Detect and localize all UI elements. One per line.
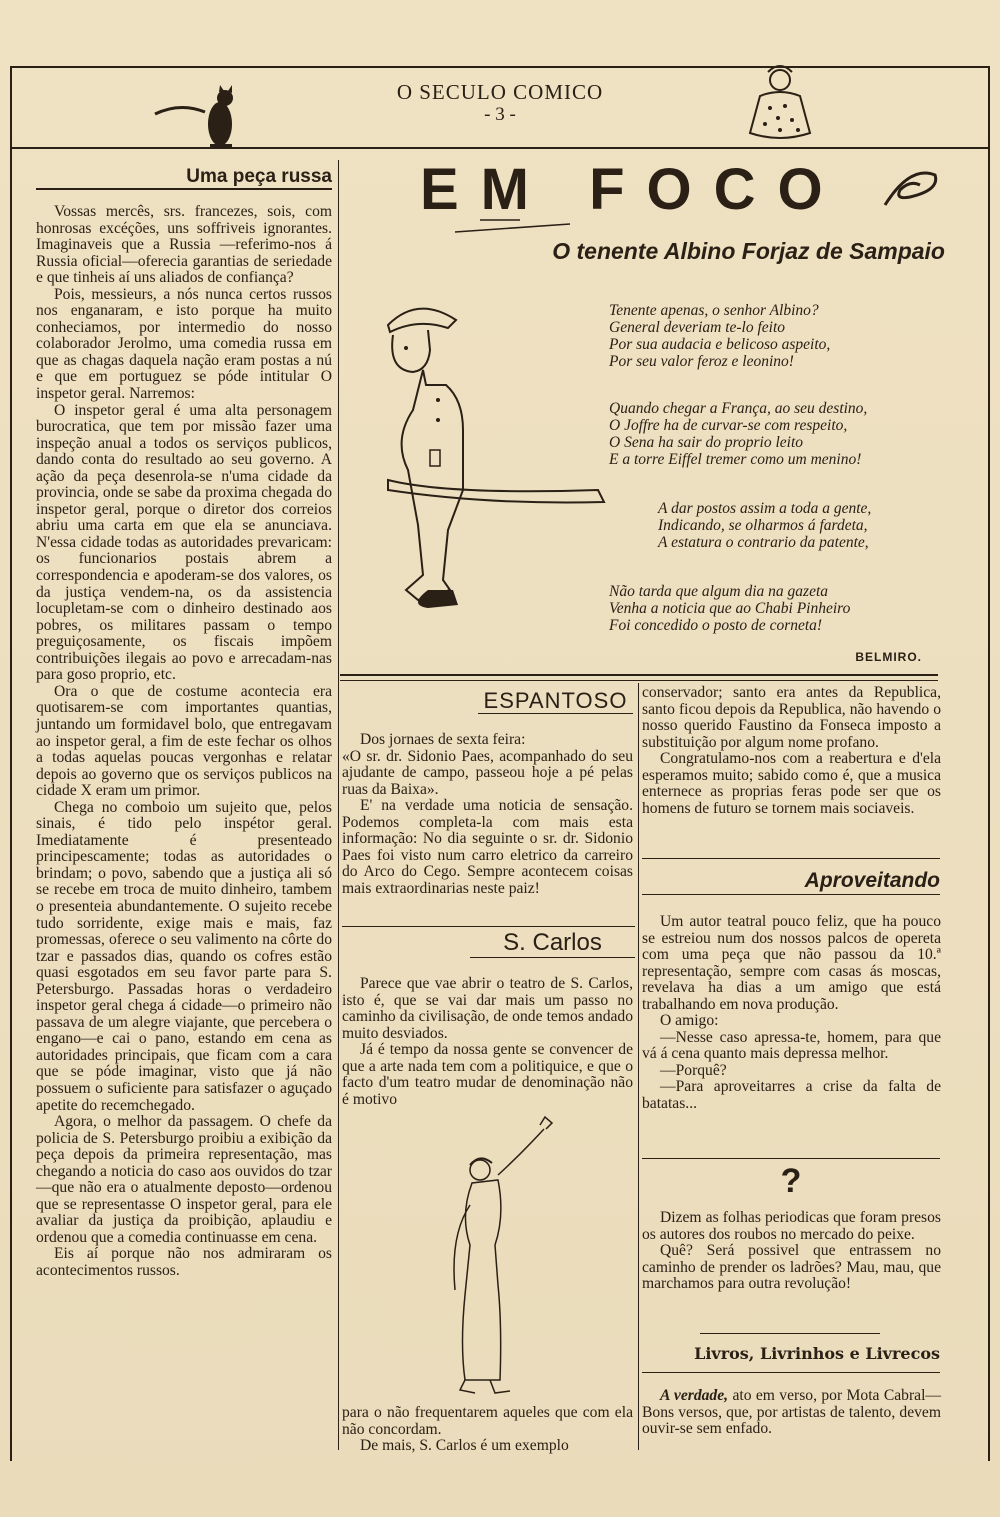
verse: O Joffre ha de curvar-se com respeito, (609, 417, 848, 434)
verse: Foi concedido o posto de corneta! (609, 617, 823, 634)
verse: Tenente apenas, o senhor Albino? (609, 302, 819, 319)
stanza-2 (609, 400, 867, 468)
paragraph: Quê? Será possivel que entrassem no caminho de prender os ladrões? Mau, mau, que marchamos para outra revolução! (642, 1242, 941, 1293)
verse: Indicando, se olharmos á fardeta, (658, 517, 868, 534)
section-rule (342, 926, 635, 927)
section-rule (700, 1333, 880, 1334)
paragraph: Eis aí porque não nos admiraram os acontecimentos russos. (36, 1245, 332, 1279)
aproveitando-article (642, 914, 941, 1113)
paragraph: —Porquê? (660, 1061, 727, 1079)
section-rule (642, 1158, 940, 1159)
em-foco-title: EM FOCO (420, 157, 845, 222)
feature-bottom-rule-2 (340, 680, 938, 681)
paragraph: Congratulamo-nos com a reabertura e d'ela esperamos muito; sabido como é, que a musica enternece as proprias feras pode ser que os homens de futuro se tornem mais sociaveis. (642, 750, 941, 817)
paragraph: Vossas mercês, srs. francezes, sois, com honrosas excéções, uns soffriveis ignorantes. Imaginaveis que a Russia —referimo-nos á Russia oficial—oferecia garantias de seriedade e que tinheis aí uns aliados de confiança? (36, 203, 332, 287)
paragraph: Já é tempo da nossa gente se convencer de que a arte nada tem com a politiquice, e que o facto d'um teatro mudar de denominação não é motivo (342, 1041, 633, 1108)
masthead-title: O SECULO COMICO (396, 80, 604, 104)
verse: General deveriam te-lo feito (609, 319, 786, 336)
espantoso-heading: ESPANTOSO (478, 689, 633, 714)
verse: Venha a noticia que ao Chabi Pinheiro (609, 600, 851, 617)
paragraph: E' na verdade uma noticia de sensação. Podemos completa-la com mais esta informação: No dia seguinte o sr. dr. Sidonio Paes foi visto num carro eletrico da carreiro do Arco do Cego. Sempre acontecem coisas mais extraordinarias neste paiz! (342, 797, 633, 897)
paragraph: Dos jornaes de sexta feira: (360, 731, 526, 748)
left-frame (10, 66, 12, 1461)
verse: Por sua audacia e belicoso aspeito, (609, 336, 831, 353)
paragraph: Agora, o melhor da passagem. O chefe da policia de S. Petersburgo proibiu a exibição da peça depois da primeira representação, mas chegando a noticia do caso aos ouvidos do tzar—que não era o atualmente deposto—ordenou que se representasse O inspetor geral, para ele avaliar da justiça da proibição, aplaudiu e ordenou que a comedia continuasse em cena. (36, 1113, 332, 1246)
paragraph: conservador; santo era antes da Republica, santo ficou depois da Republica, não havendo o nosso querido Faustino da Fonseca imposto a substituição por algum nome profano. (642, 684, 941, 751)
espantoso-article (342, 732, 633, 897)
signature: BELMIRO. (855, 650, 922, 664)
paragraph: «O sr. dr. Sidonio Paes, acompanhado do seu ajudante de campo, passeou hoje a pé pelas ruas da Baixa». (342, 747, 633, 798)
paragraph: para o não frequentarem aqueles que com ela não concordam. (342, 1404, 633, 1438)
s-carlos-article (342, 976, 633, 1108)
verse: Não tarda que algum dia na gazeta (609, 583, 829, 600)
woman-figure-illustration-icon (420, 1115, 570, 1405)
stanza-3 (658, 500, 871, 551)
book-review: ato em verso, por Mota Cabral—Bons versos, que, por artistas de talento, devem ouvir-se sem enfado. (642, 1387, 941, 1438)
paragraph: —Nesse caso apressa-te, homem, para que vá á cena quanto mais depressa melhor. (642, 1028, 941, 1063)
uma-peca-russa-heading: Uma peça russa (36, 166, 332, 190)
question-article (642, 1210, 941, 1293)
officer-caricature-icon (368, 290, 638, 630)
livros-heading: Livros, Livrinhos e Livrecos (694, 1344, 940, 1363)
paragraph: Dizem as folhas periodicas que foram presos os autores dos roubos no mercado do peixe. (642, 1209, 941, 1243)
verse: Quando chegar a França, ao seu destino, (609, 400, 868, 417)
paragraph: Ora o que de costume acontecia era quotisarem-se com importantes quantias, juntando um formidavel bolo, que entregavam ao inspetor geral, a fim de este fechar os olhos a todas aquelas poucas vergonhas e relatar depois ao governo que os serviços publicos na cidade X eram um primor. (36, 682, 332, 800)
verse: A estatura o contrario da patente, (658, 534, 869, 551)
column-rule-2 (638, 683, 639, 1450)
livros-article (642, 1388, 941, 1438)
left-column (36, 166, 332, 1280)
paragraph: De mais, S. Carlos é um exemplo (360, 1437, 569, 1455)
swirl-ornament-icon (880, 165, 940, 215)
right-frame (988, 66, 990, 1461)
verse: E a torre Eiffel tremer como um menino! (609, 451, 862, 468)
s-carlos-heading: S. Carlos (470, 929, 635, 958)
stanza-1 (609, 302, 830, 370)
column-rule-1 (338, 160, 339, 1450)
paragraph: Pois, messieurs, a nós nunca certos russos nos enganaram, e isto porque ha muito conheciamos, por intermedio do nosso colaborador Jerolmo, uma comedia russa em que as chagas daquela nação eram postas a nú e que em portuguez se póde intitular O inspetor geral. Narremos: (36, 285, 332, 403)
paragraph: O amigo: (660, 1012, 719, 1030)
feature-subtitle: O tenente Albino Forjaz de Sampaio (552, 238, 945, 264)
s-carlos-continued (342, 1405, 633, 1455)
verse: Por seu valor feroz e leonino! (609, 353, 794, 370)
s-carlos-right-continued (642, 685, 941, 817)
paragraph: Parece que vae abrir o teatro de S. Carlos, isto é, que se vai dar mais um passo no caminho da civilisação, de onde temos andado muito desviados. (342, 975, 633, 1042)
question-heading: ? (780, 1162, 802, 1200)
section-rule (642, 1372, 940, 1373)
aproveitando-heading: Aproveitando (642, 868, 940, 895)
stanza-4 (609, 583, 850, 634)
paragraph: Chega no comboio um sujeito que, pelos sinais, é tido pelo inspétor geral. Imediatamente é presenteado principescamente; todas as autoridades o brindam; o povo, sabendo que a justiça ali só se recebe em troca de muito dinheiro, tambem o presenteia abundantemente. O sujeito recebe tudo sorridente, exige mais e mais, faz promessas, oferece o seu valimento na côrte do tzar e passados dias, quando os cofres estão quasi esgotados em seu favor parte para S. Petersburgo. Passadas horas o verdadeiro inspetor geral chega á cidade—o primeiro não passava de um alegre viajante, que percebera o engano—e cai o pano, estando em cena as autoridades principais, que ficam com a cara que se póde imaginar, visto que já não possuem o suficiente para satisfazer o aguçado apetite do recemchegado. (36, 798, 332, 1114)
verse: O Sena ha sair do proprio leito (609, 434, 804, 451)
paragraph: O inspetor geral é uma alta personagem burocratica, que tem por missão fazer uma inspeção anual a todos os serviços publicos, dando conta do resultado ao seu governo. A ação da peça desenrola-se n'uma cidade da provincia, onde se sabe da proxima chegada do inspetor geral, porque o diretor dos correios abriu uma carta em que ela se anunciava. N'essa cidade todas as autoridades prevaricam: os funcionarios postais abrem a correspondencia e apoderam-se dos valores, os da justiça vendem-na, os da assistencia locupletam-se com o dinheiro destinado aos pobres, os militares passam o tempo preguiçosamente, os fiscais impõem contribuições ilegais ao povo e arrecadam-nas para goso proprio, etc. (36, 401, 332, 684)
paragraph: —Para aproveitarres a crise da falta de batatas... (642, 1078, 941, 1113)
feature-bottom-rule (340, 674, 938, 676)
section-rule (642, 858, 940, 859)
page-number: - 3 - (484, 104, 516, 125)
paragraph: Um autor teatral pouco feliz, que ha pouco se estreiou num dos nossos palcos de opereta com uma peça que não passou da 10.ª representação, sempre com casas ás moscas, revelava ha dias a um amigo que está trabalhando em nova produção. (642, 913, 941, 1013)
verse: A dar postos assim a toda a gente, (658, 500, 872, 517)
book-title: A verdade, (660, 1387, 729, 1404)
